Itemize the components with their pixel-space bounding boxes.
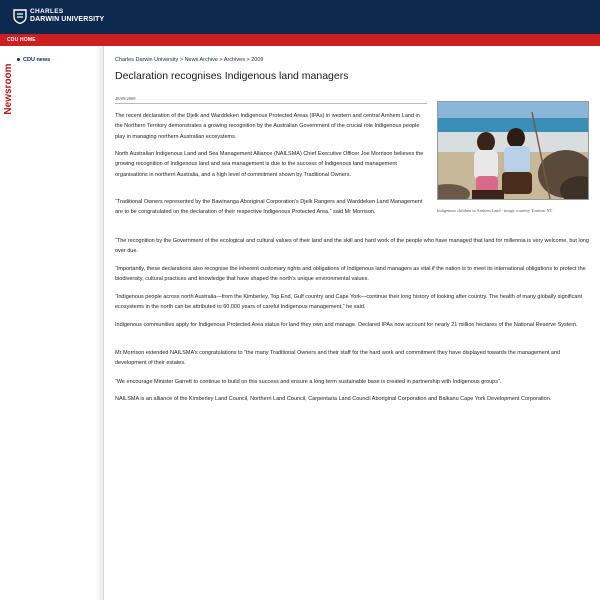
children-beach-photo: [438, 102, 588, 199]
article-paragraph: North Australian Indigenous Land and Sea Management Alliance (NAILSMA) Chief Executive Officer Joe Morrison believes the growing recognition of Indigenous land and sea management is due to the success of Indigenous land management organisations in northern Australia, and a high level of commitment shown by Traditional Owners.: [115, 151, 424, 178]
top-nav-bar: [0, 34, 600, 46]
cdu-home-link[interactable]: CDU HOME: [7, 37, 36, 43]
breadcrumb-link-cdu[interactable]: Charles Darwin University: [115, 57, 179, 63]
newsroom-section-title: [2, 56, 16, 122]
article-paragraph: “The recognition by the Government of the ecological and cultural values of their land and the skill and hard work of the people who have managed that land for millennia is very welcome, but long over due.: [115, 238, 589, 255]
breadcrumb-link-news-archive[interactable]: News Archive: [184, 57, 218, 63]
logo-text-darwin-university: DARWIN UNIVERSITY: [30, 16, 105, 23]
breadcrumb-separator: >: [246, 57, 250, 63]
article-paragraph: NAILSMA is an alliance of the Kimberley Land Council, Northern Land Council, Carpentaria Land Council Aboriginal Corporation and Balkanu Cape York Development Corporation.: [115, 396, 552, 402]
article-paragraph: “Importantly, these declarations also recognise the inherent customary rights and obligations of Indigenous land managers as vital if the nation is to meet its international obligations to protect the biodiversity, cultural practices and knowledge that have shaped the north’s unique environmental values.: [115, 266, 586, 283]
article-paragraph: “We encourage Minister Garrett to continue to build on this success and ensure a long term sustainable base is created in partnership with Indigenous groups”.: [115, 379, 502, 385]
article-paragraph: The recent declaration of the Djelk and Warddeken Indigenous Protected Areas (IPAs) in western and central Arnhem Land in the Northern Territory demonstrates a growing recognition by the Australian Government of the crucial role Indigenous people play in managing northern Australian ecosystems.: [115, 113, 420, 140]
breadcrumb-current: 2009: [251, 57, 264, 63]
breadcrumb-separator: >: [219, 57, 223, 63]
site-header: [0, 0, 600, 34]
sidebar: [0, 46, 104, 600]
page-title: Declaration recognises Indigenous land managers: [115, 70, 349, 82]
article-paragraph: “Indigenous people across north Australia—from the Kimberley, Top End, Gulf country and Cape York—continue their long history of looking after country. The health of many globally significant ecosystems in the north can be attributed to 60,000 years of careful Indigenous management,” he said.: [115, 294, 583, 311]
breadcrumb-separator: >: [179, 57, 184, 63]
article-paragraph: Indigenous communities apply for Indigenous Protected Area status for land they own and manage. Declared IPAs now account for nearly 21 million hectares of the National Reserve System.: [115, 322, 578, 328]
article-paragraph: “Traditional Owners represented by the Bawinanga Aboriginal Corporation’s Djelk Rangers and Warddeken Land Management are to be congratulated on the declaration of their respective Indigenous Protected Area,” said Mr Morrison.: [115, 199, 423, 216]
newsroom-label: Newsroom: [3, 63, 14, 115]
breadcrumb-link-archives[interactable]: Archives: [223, 57, 245, 63]
article-paragraph: Mr Morrison extended NAILSMA’s congratulations to “the many Traditional Owners and their staff for the hard work and commitment they have displayed towards the management and development of their estates.: [115, 350, 561, 367]
bullet-icon: [17, 58, 20, 61]
shield-icon: [13, 9, 27, 24]
image-caption: Indigenous children in Arnhem Land - image courtesy Tourism NT: [437, 208, 553, 213]
sidebar-item-label: CDU news: [23, 57, 51, 63]
article-date: 28/09/2009: [115, 95, 427, 104]
cdu-logo[interactable]: [13, 8, 105, 26]
sidebar-item-cdu-news[interactable]: [17, 56, 50, 64]
logo-text-charles: CHARLES: [30, 8, 64, 15]
breadcrumb: [115, 56, 264, 64]
article-photo: [437, 101, 589, 200]
sidebar-shadow: [95, 46, 103, 600]
